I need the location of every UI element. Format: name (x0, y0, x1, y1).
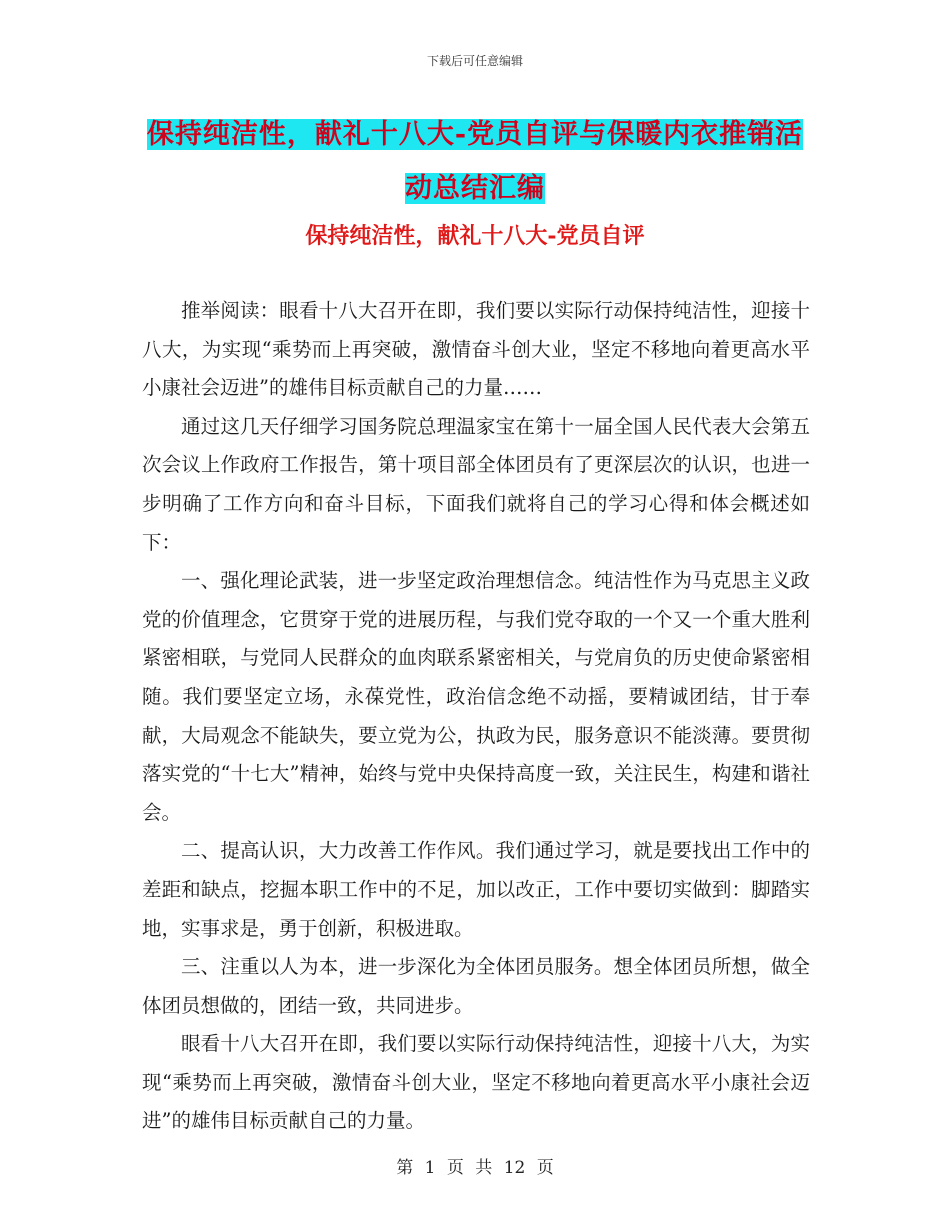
main-title-line-1: 保持纯洁性，献礼十八大-党员自评与保暖内衣推销活 (146, 119, 804, 150)
paragraph-point-three: 三、注重以人为本，进一步深化为全体团员服务。想全体团员所想，做全体团员想做的，团结一致，共同进步。 (142, 955, 810, 1017)
paragraph-point-two: 二、提高认识，大力改善工作作风。我们通过学习，就是要找出工作中的差距和缺点，挖掘本职工作中的不足，加以改正，工作中要切实做到：脚踏实地，实事求是，勇于创新，积极进取。 (142, 839, 810, 940)
paragraph-recommended-reading: 推举阅读：眼看十八大召开在即，我们要以实际行动保持纯洁性，迎接十八大，为实现“乘势而上再突破，激情奋斗创大业，坚定不移地向着更高水平小康社会迈进”的雄伟目标贡献自己的力量…… (142, 299, 810, 400)
body-text (142, 292, 810, 1141)
main-title (100, 108, 850, 216)
header-note: 下载后可任意编辑 (426, 54, 523, 68)
paragraph-conclusion: 眼看十八大召开在即，我们要以实际行动保持纯洁性，迎接十八大，为实现“乘势而上再突破，激情奋斗创大业，坚定不移地向着更高水平小康社会迈进”的雄伟目标贡献自己的力量。 (142, 1032, 810, 1133)
page-footer: 第 1 页 共 12 页 (396, 1158, 554, 1178)
section-title: 保持纯洁性，献礼十八大-党员自评 (305, 223, 645, 249)
paragraph-point-one: 一、强化理论武装，进一步坚定政治理想信念。纯洁性作为马克思主义政党的价值理念，它贯穿于党的进展历程，与我们党夺取的一个又一个重大胜利紧密相联，与党同人民群众的血肉联系紧密相关，与党肩负的历史使命紧密相随。我们要坚定立场，永葆党性，政治信念绝不动摇，要精诚团结，甘于奉献，大局观念不能缺失，要立党为公，执政为民，服务意识不能淡薄。要贯彻落实党的“十七大”精神，始终与党中央保持高度一致，关注民生，构建和谐社会。 (142, 569, 810, 824)
main-title-line-2: 动总结汇编 (405, 173, 545, 204)
paragraph-study-intro: 通过这几天仔细学习国务院总理温家宝在第十一届全国人民代表大会第五次会议上作政府工作报告，第十项目部全体团员有了更深层次的认识，也进一步明确了工作方向和奋斗目标，下面我们就将自己的学习心得和体会概述如下： (142, 414, 810, 554)
